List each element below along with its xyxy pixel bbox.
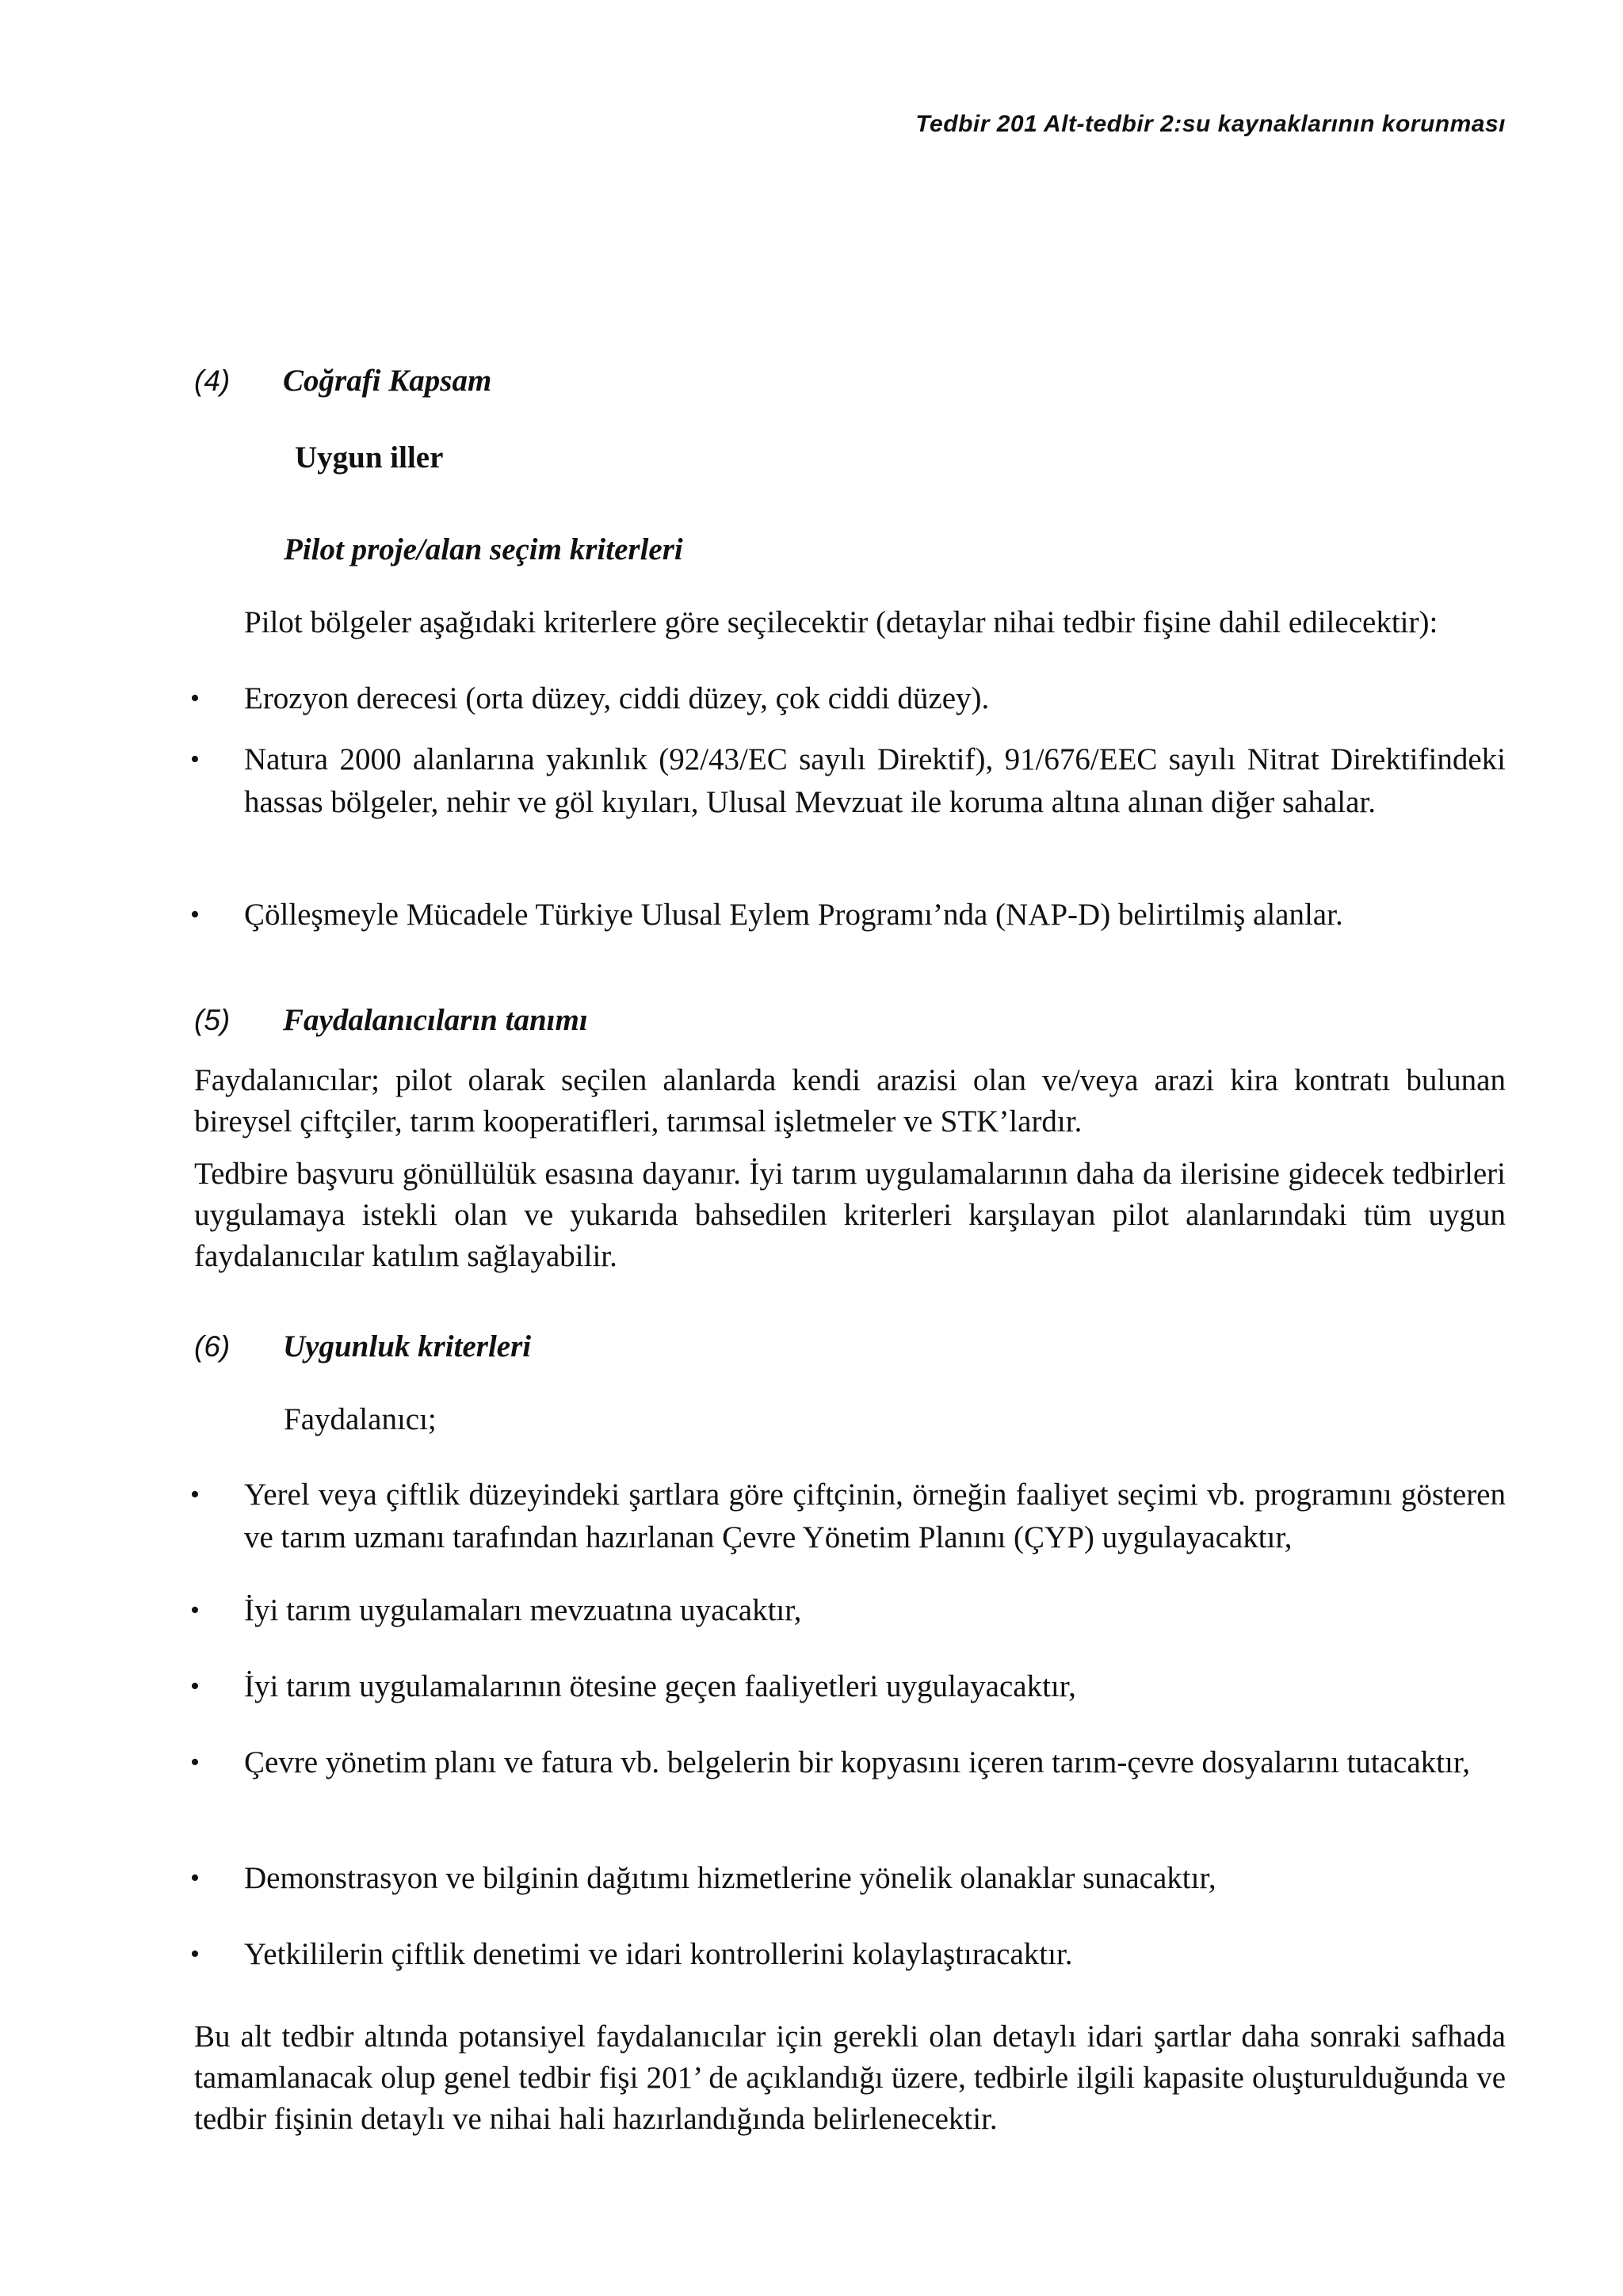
list-item: • Yetkililerin çiftlik denetimi ve idari kontrollerini kolaylaştıracaktır. [190, 1933, 1506, 1976]
section-title: Coğrafi Kapsam [283, 364, 492, 398]
list-item: • Çevre yönetim planı ve fatura vb. belgelerin bir kopyasını içeren tarım-çevre dosyalarını tutacaktır, [190, 1741, 1506, 1784]
section-number: (5) [194, 1004, 231, 1036]
list-item: • Çölleşmeyle Mücadele Türkiye Ulusal Eylem Programı’nda (NAP-D) belirtilmiş alanlar. [190, 894, 1506, 936]
running-header: Tedbir 201 Alt-tedbir 2:su kaynaklarının korunması [915, 111, 1506, 137]
subheading-eligible-provinces: Uygun iller [295, 441, 444, 475]
section-4-heading [194, 363, 491, 399]
bullet-icon: • [190, 1939, 200, 1969]
section-number: (4) [194, 364, 231, 397]
bullet-icon: • [190, 1672, 200, 1701]
closing-paragraph: Bu alt tedbir altında potansiyel faydalanıcılar için gerekli olan detaylı idari şartlar daha sonraki safhada tamamlanacak olup genel tedbir fişi 201’ de açıklandığı üzere, tedbirle ilgili kapasite oluşturulduğunda ve tedbir fişinin detaylı ve nihai hali hazırlandığında belirlenecektir. [194, 2019, 1506, 2136]
list-item: • İyi tarım uygulamaları mevzuatına uyacaktır, [190, 1589, 1506, 1632]
paragraph: Tedbire başvuru gönüllülük esasına dayanır. İyi tarım uygulamalarının daha da ilerisine gidecek tedbirleri uygulamaya istekli olan ve yukarıda bahsedilen kriterleri karşılayan pilot alanlarındaki tüm uygun faydalanıcılar katılım sağlayabilir. [194, 1157, 1506, 1273]
paragraph: Faydalanıcılar; pilot olarak seçilen alanlarda kendi arazisi olan ve/veya arazi kira kontratı bulunan bireysel çiftçiler, tarım kooperatifleri, tarımsal işletmeler ve STK’lardır. [194, 1063, 1506, 1138]
bullet-icon: • [190, 1480, 200, 1509]
list-item: • Natura 2000 alanlarına yakınlık (92/43/EC sayılı Direktif), 91/676/EEC sayılı Nitrat Direktifindeki hassas bölgeler, nehir ve göl kıyıları, Ulusal Mevzuat ile koruma altına alınan diğer sahalar. [190, 738, 1506, 824]
bullet-icon: • [190, 900, 200, 929]
subheading-pilot-criteria: Pilot proje/alan seçim kriterleri [284, 532, 683, 566]
section-title: Faydalanıcıların tanımı [283, 1003, 588, 1037]
bullet-icon: • [190, 1863, 200, 1893]
bullet-icon: • [190, 745, 200, 774]
list-item: • Erozyon derecesi (orta düzey, ciddi düzey, çok ciddi düzey). [190, 677, 1506, 720]
section-6-intro: Faydalanıcı; [284, 1402, 437, 1436]
section-5-heading [194, 1002, 588, 1038]
bullet-icon: • [190, 1748, 200, 1777]
list-item: • Demonstrasyon ve bilginin dağıtımı hizmetlerine yönelik olanaklar sunacaktır, [190, 1857, 1506, 1900]
list-item: • Yerel veya çiftlik düzeyindeki şartlara göre çiftçinin, örneğin faaliyet seçimi vb. programını gösteren ve tarım uzmanı tarafından hazırlanan Çevre Yönetim Planını (ÇYP) uygulayacaktır, [190, 1474, 1506, 1559]
bullet-icon: • [190, 1596, 200, 1625]
list-item: • İyi tarım uygulamalarının ötesine geçen faaliyetleri uygulayacaktır, [190, 1665, 1506, 1708]
section-6-heading [194, 1329, 531, 1364]
bullet-icon: • [190, 684, 200, 713]
section-title: Uygunluk kriterleri [283, 1329, 532, 1363]
section-4-intro: Pilot bölgeler aşağıdaki kriterlere göre seçilecektir (detaylar nihai tedbir fişine dahil edilecektir): [244, 605, 1438, 639]
section-number: (6) [194, 1330, 231, 1363]
